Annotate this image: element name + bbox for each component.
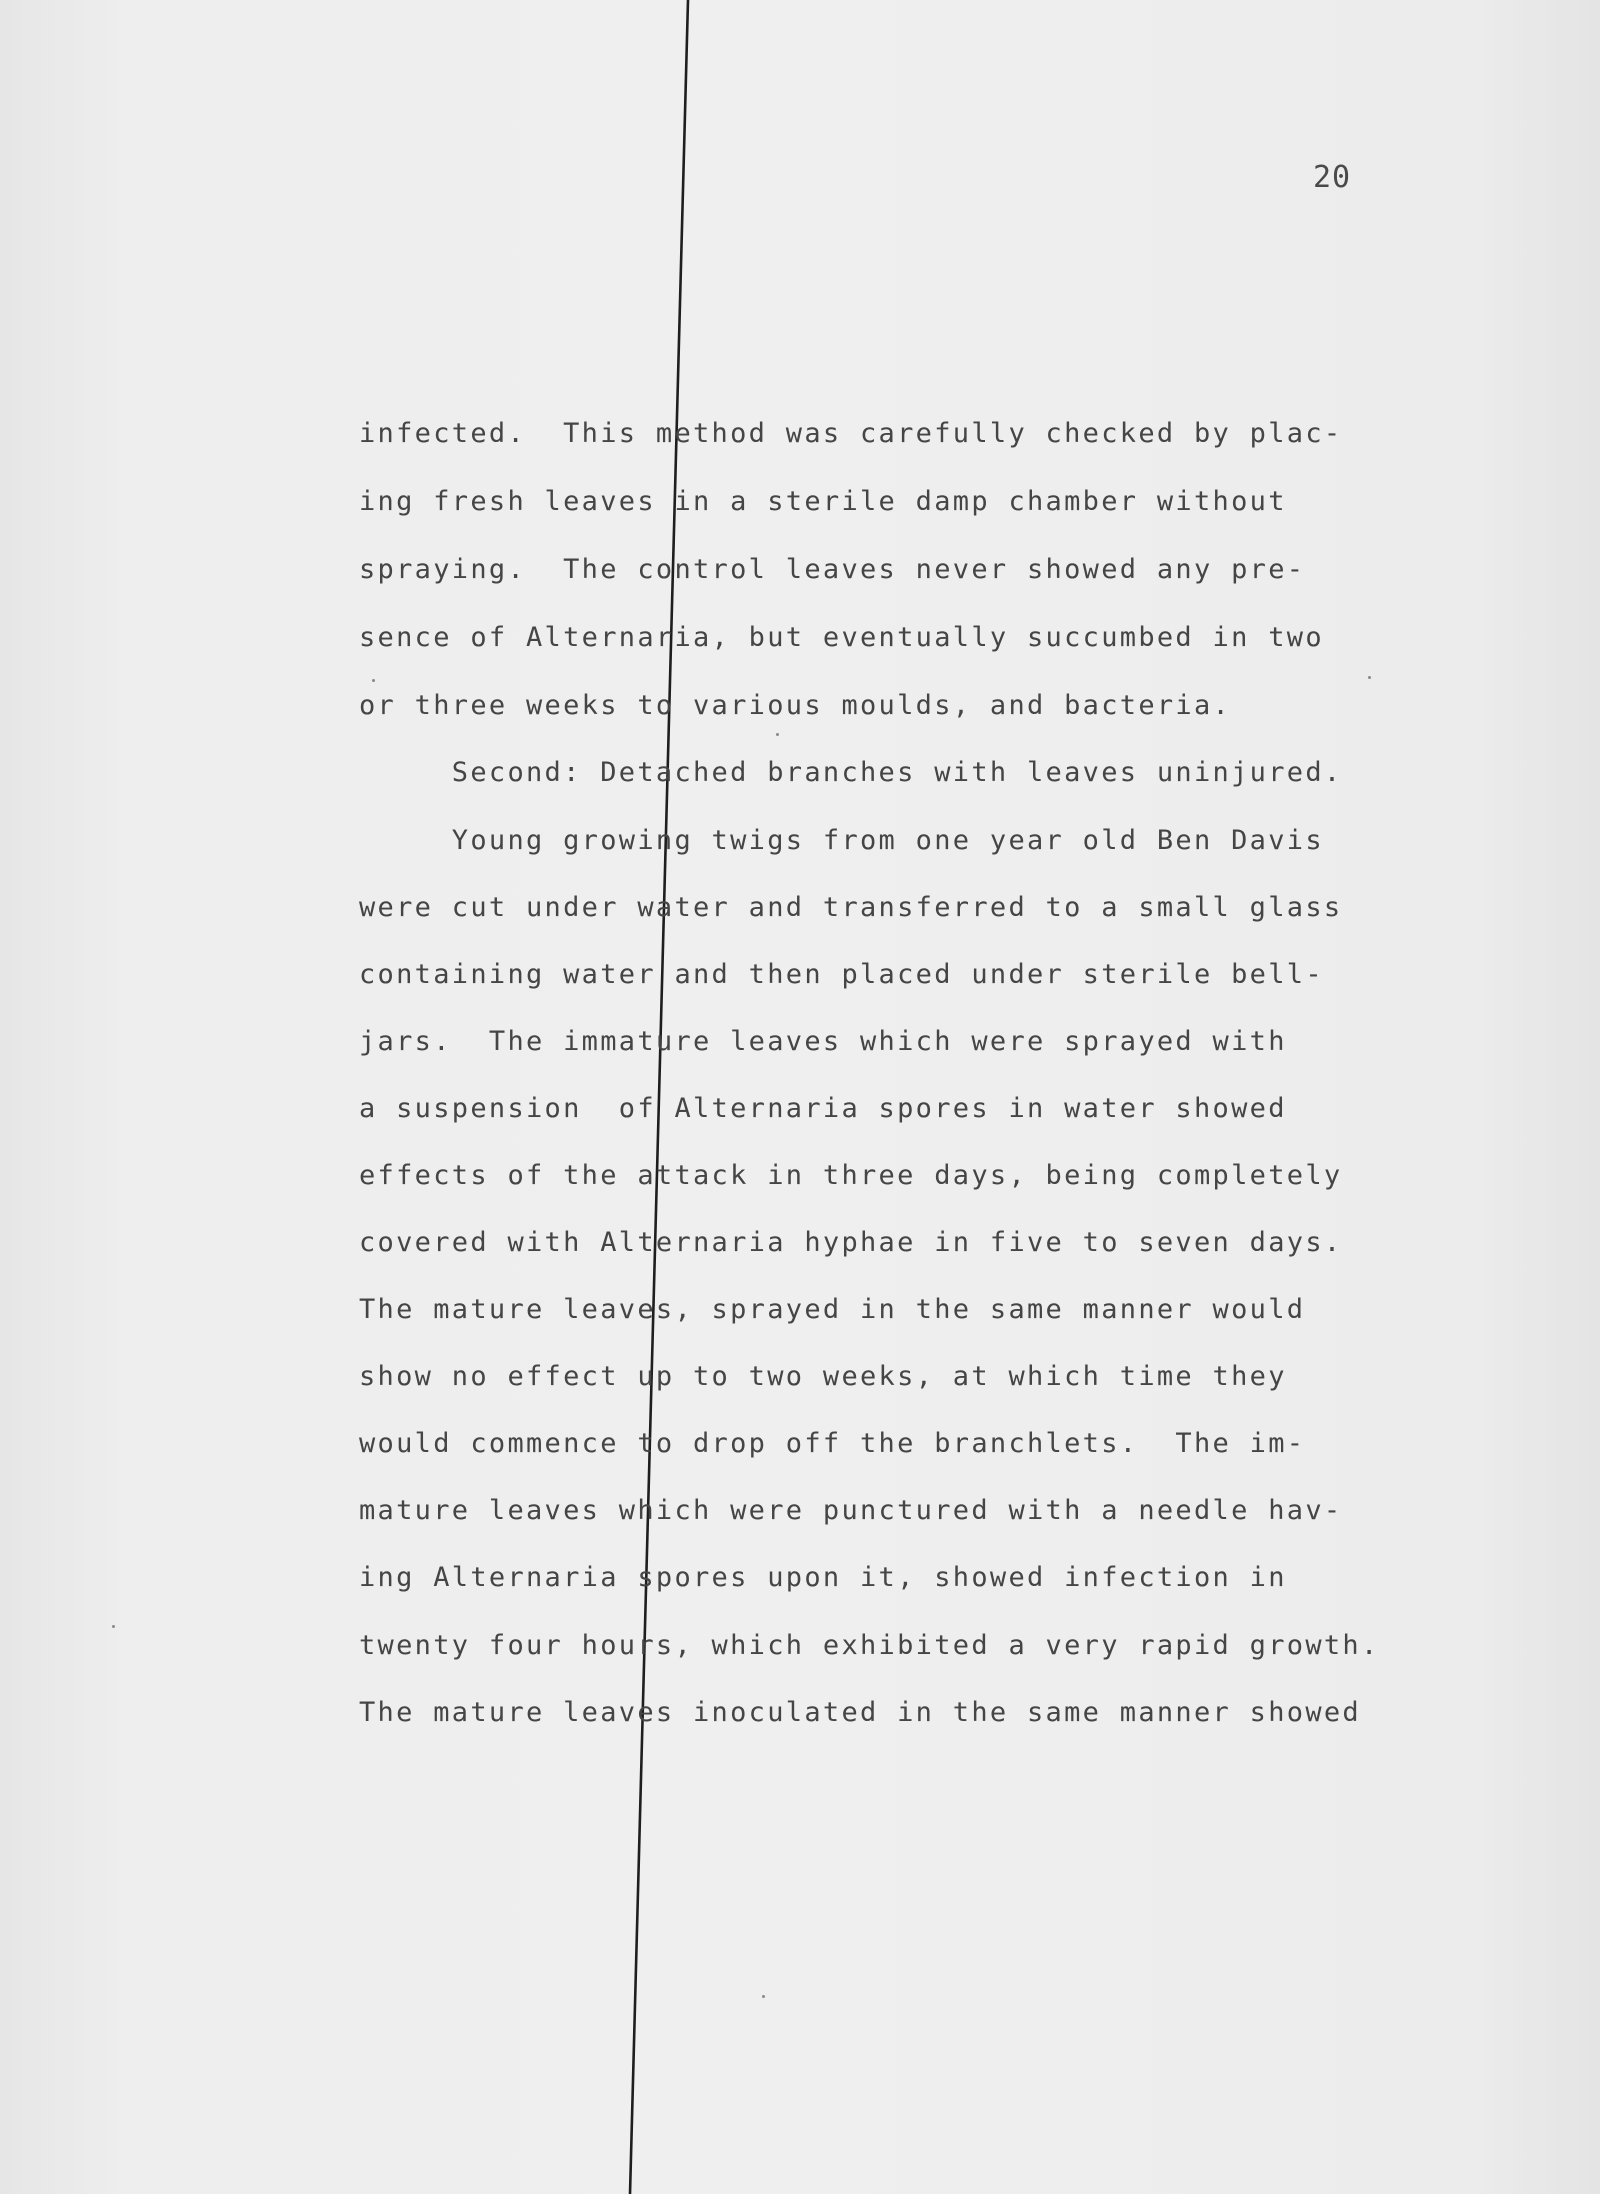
text-line: sence of Alternaria, but eventually succumbed in two [359, 622, 1324, 653]
text-line: would commence to drop off the branchlets. The im- [359, 1428, 1306, 1459]
text-line: were cut under water and transferred to a small glass [359, 892, 1343, 923]
text-line: show no effect up to two weeks, at which time they [359, 1361, 1287, 1392]
text-line: Young growing twigs from one year old Ben Davis [359, 825, 1324, 856]
paper-speck [1368, 676, 1371, 679]
text-line: covered with Alternaria hyphae in five to seven days. [359, 1227, 1343, 1258]
text-line: ing fresh leaves in a sterile damp chamber without [359, 486, 1287, 517]
text-line: containing water and then placed under sterile bell- [359, 959, 1324, 990]
text-line: jars. The immature leaves which were sprayed with [359, 1026, 1287, 1057]
text-line: effects of the attack in three days, being completely [359, 1160, 1343, 1191]
paper-speck [372, 679, 375, 682]
text-line: twenty four hours, which exhibited a very rapid growth. [359, 1630, 1380, 1661]
paper-speck [112, 1625, 115, 1628]
text-line: The mature leaves inoculated in the same manner showed [359, 1697, 1361, 1728]
paper-speck [776, 733, 779, 736]
text-line: Second: Detached branches with leaves uninjured. [359, 757, 1343, 788]
text-line: or three weeks to various moulds, and bacteria. [359, 690, 1232, 721]
text-line: spraying. The control leaves never showed any pre- [359, 554, 1306, 585]
paper-speck [762, 1995, 765, 1998]
text-line: The mature leaves, sprayed in the same manner would [359, 1294, 1306, 1325]
text-line: infected. This method was carefully checked by plac- [359, 418, 1343, 449]
page-number: 20 [1313, 160, 1352, 195]
text-line: ing Alternaria spores upon it, showed infection in [359, 1562, 1287, 1593]
text-line: mature leaves which were punctured with a needle hav- [359, 1495, 1343, 1526]
text-line: a suspension of Alternaria spores in water showed [359, 1093, 1287, 1124]
